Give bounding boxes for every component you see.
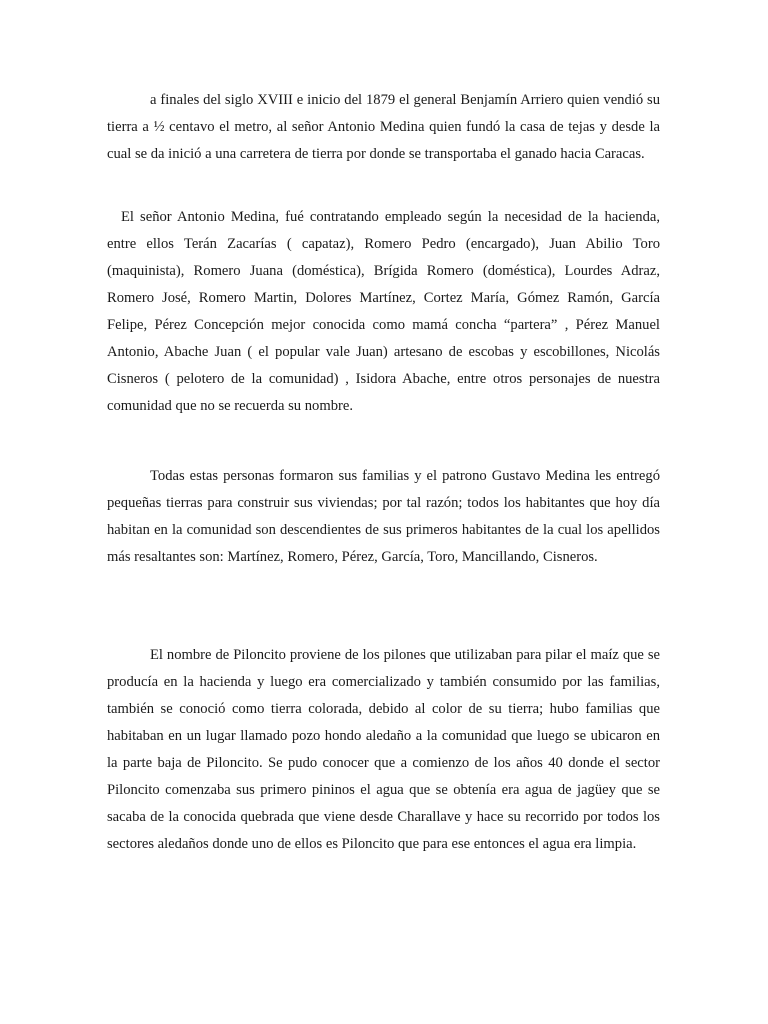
- paragraph-2: El señor Antonio Medina, fué contratando empleado según la necesidad de la hacienda, entre ellos Terán Zacarías ( capataz), Romero Pedro (encargado), Juan Abilio Toro (maquinista), Romero Juana (doméstica), Brígida Romero (doméstica), Lourdes Adraz, Romero José, Romero Martin, Dolores Martínez, Cortez María, Gómez Ramón, García Felipe, Pérez Concepción mejor conocida como mamá concha “partera” , Pérez Manuel Antonio, Abache Juan ( el popular vale Juan) artesano de escobas y escobillones, Nicolás Cisneros ( pelotero de la comunidad) , Isidora Abache, entre otros personajes de nuestra comunidad que no se recuerda su nombre.: [107, 209, 660, 414]
- paragraph-3: Todas estas personas formaron sus familias y el patrono Gustavo Medina les entregó pequeñas tierras para construir sus viviendas; por tal razón; todos los habitantes que hoy día habitan en la comunidad son descendientes de sus primeros habitantes de la cual los apellidos más resaltantes son: Martínez, Romero, Pérez, García, Toro, Mancillando, Cisneros.: [107, 468, 660, 565]
- paragraph-4: El nombre de Piloncito proviene de los pilones que utilizaban para pilar el maíz que se producía en la hacienda y luego era comercializado y también consumido por las familias, también se conoció como tierra colorada, debido al color de su tierra; hubo familias que habitaban en un lugar llamado pozo hondo aledaño a la comunidad que luego se ubicaron en la parte baja de Piloncito. Se pudo conocer que a comienzo de los años 40 donde el sector Piloncito comenzaba sus primero pininos el agua que se obtenía era agua de jagüey que se sacaba de la conocida quebrada que viene desde Charallave y hace su recorrido por todos los sectores aledaños donde uno de ellos es Piloncito que para ese entonces el agua era limpia.: [107, 647, 660, 852]
- paragraph-1: a finales del siglo XVIII e inicio del 1879 el general Benjamín Arriero quien vendió su tierra a ½ centavo el metro, al señor Antonio Medina quien fundó la casa de tejas y desde la cual se da inició a una carretera de tierra por donde se transportaba el ganado hacia Caracas.: [107, 92, 660, 162]
